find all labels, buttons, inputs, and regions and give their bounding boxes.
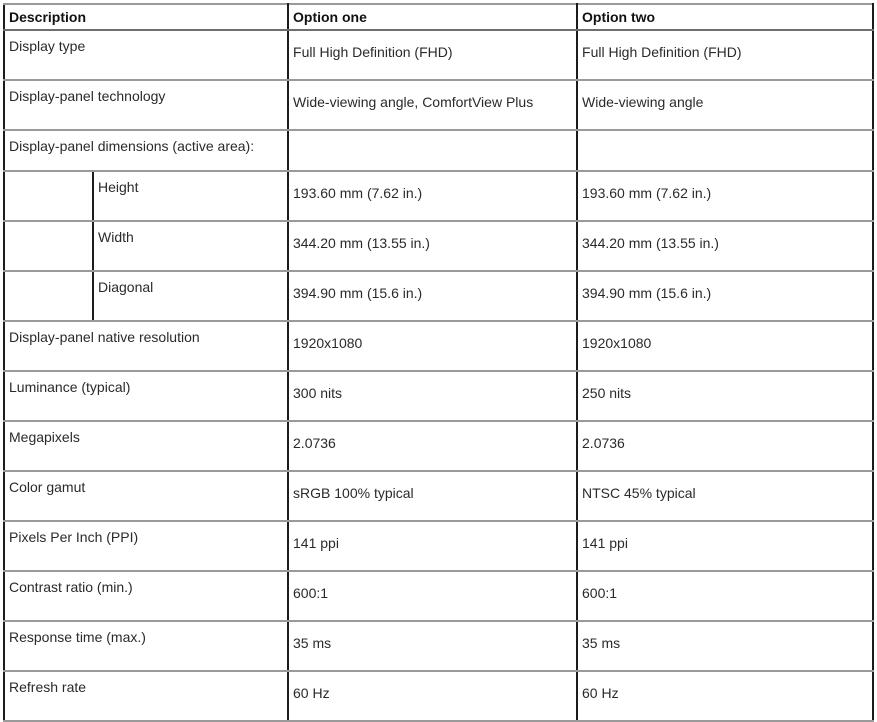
option-one-value: Full High Definition (FHD) [288,30,577,80]
row-label: Display-panel native resolution [4,321,288,371]
table-row [4,80,873,130]
option-two-value: Wide-viewing angle [577,80,873,130]
option-two-value: 250 nits [577,371,873,421]
row-label: Contrast ratio (min.) [4,571,288,621]
option-two-value: 2.0736 [577,421,873,471]
indent-cell [4,171,93,221]
row-label: Response time (max.) [4,621,288,671]
table-row [4,30,873,80]
option-two-value [577,130,873,171]
option-two-value: 344.20 mm (13.55 in.) [577,221,873,271]
table-row [4,671,873,721]
option-two-value: 394.90 mm (15.6 in.) [577,271,873,321]
option-two-value: 141 ppi [577,521,873,571]
option-one-value: 35 ms [288,621,577,671]
display-spec-table [3,3,874,722]
option-two-value: 193.60 mm (7.62 in.) [577,171,873,221]
table-row [4,521,873,571]
row-label: Width [93,221,288,271]
option-one-value: 344.20 mm (13.55 in.) [288,221,577,271]
option-one-value: 2.0736 [288,421,577,471]
header-description: Description [4,4,288,30]
option-one-value: sRGB 100% typical [288,471,577,521]
row-label: Height [93,171,288,221]
option-one-value: 394.90 mm (15.6 in.) [288,271,577,321]
option-one-value: Wide-viewing angle, ComfortView Plus [288,80,577,130]
table-row [4,471,873,521]
row-label: Luminance (typical) [4,371,288,421]
header-option-two: Option two [577,4,873,30]
table-row [4,421,873,471]
header-option-one: Option one [288,4,577,30]
option-one-value: 300 nits [288,371,577,421]
option-one-value: 193.60 mm (7.62 in.) [288,171,577,221]
option-one-value: 600:1 [288,571,577,621]
option-two-value: 60 Hz [577,671,873,721]
row-label: Display-panel dimensions (active area): [4,130,288,171]
row-label: Display type [4,30,288,80]
row-label: Color gamut [4,471,288,521]
table-row [4,571,873,621]
row-label: Megapixels [4,421,288,471]
row-label: Display-panel technology [4,80,288,130]
option-one-value: 141 ppi [288,521,577,571]
row-label: Refresh rate [4,671,288,721]
option-two-value: 35 ms [577,621,873,671]
option-one-value [288,130,577,171]
indent-cell [4,271,93,321]
row-label: Pixels Per Inch (PPI) [4,521,288,571]
indent-cell [4,221,93,271]
option-two-value: 1920x1080 [577,321,873,371]
option-one-value: 1920x1080 [288,321,577,371]
option-one-value: 60 Hz [288,671,577,721]
table-row [4,271,873,321]
table-row [4,130,873,171]
table-row [4,621,873,671]
option-two-value: NTSC 45% typical [577,471,873,521]
row-label: Diagonal [93,271,288,321]
table-row [4,221,873,271]
table-row [4,371,873,421]
option-two-value: Full High Definition (FHD) [577,30,873,80]
option-two-value: 600:1 [577,571,873,621]
table-header-row [4,4,873,30]
table-row [4,171,873,221]
table-row [4,321,873,371]
